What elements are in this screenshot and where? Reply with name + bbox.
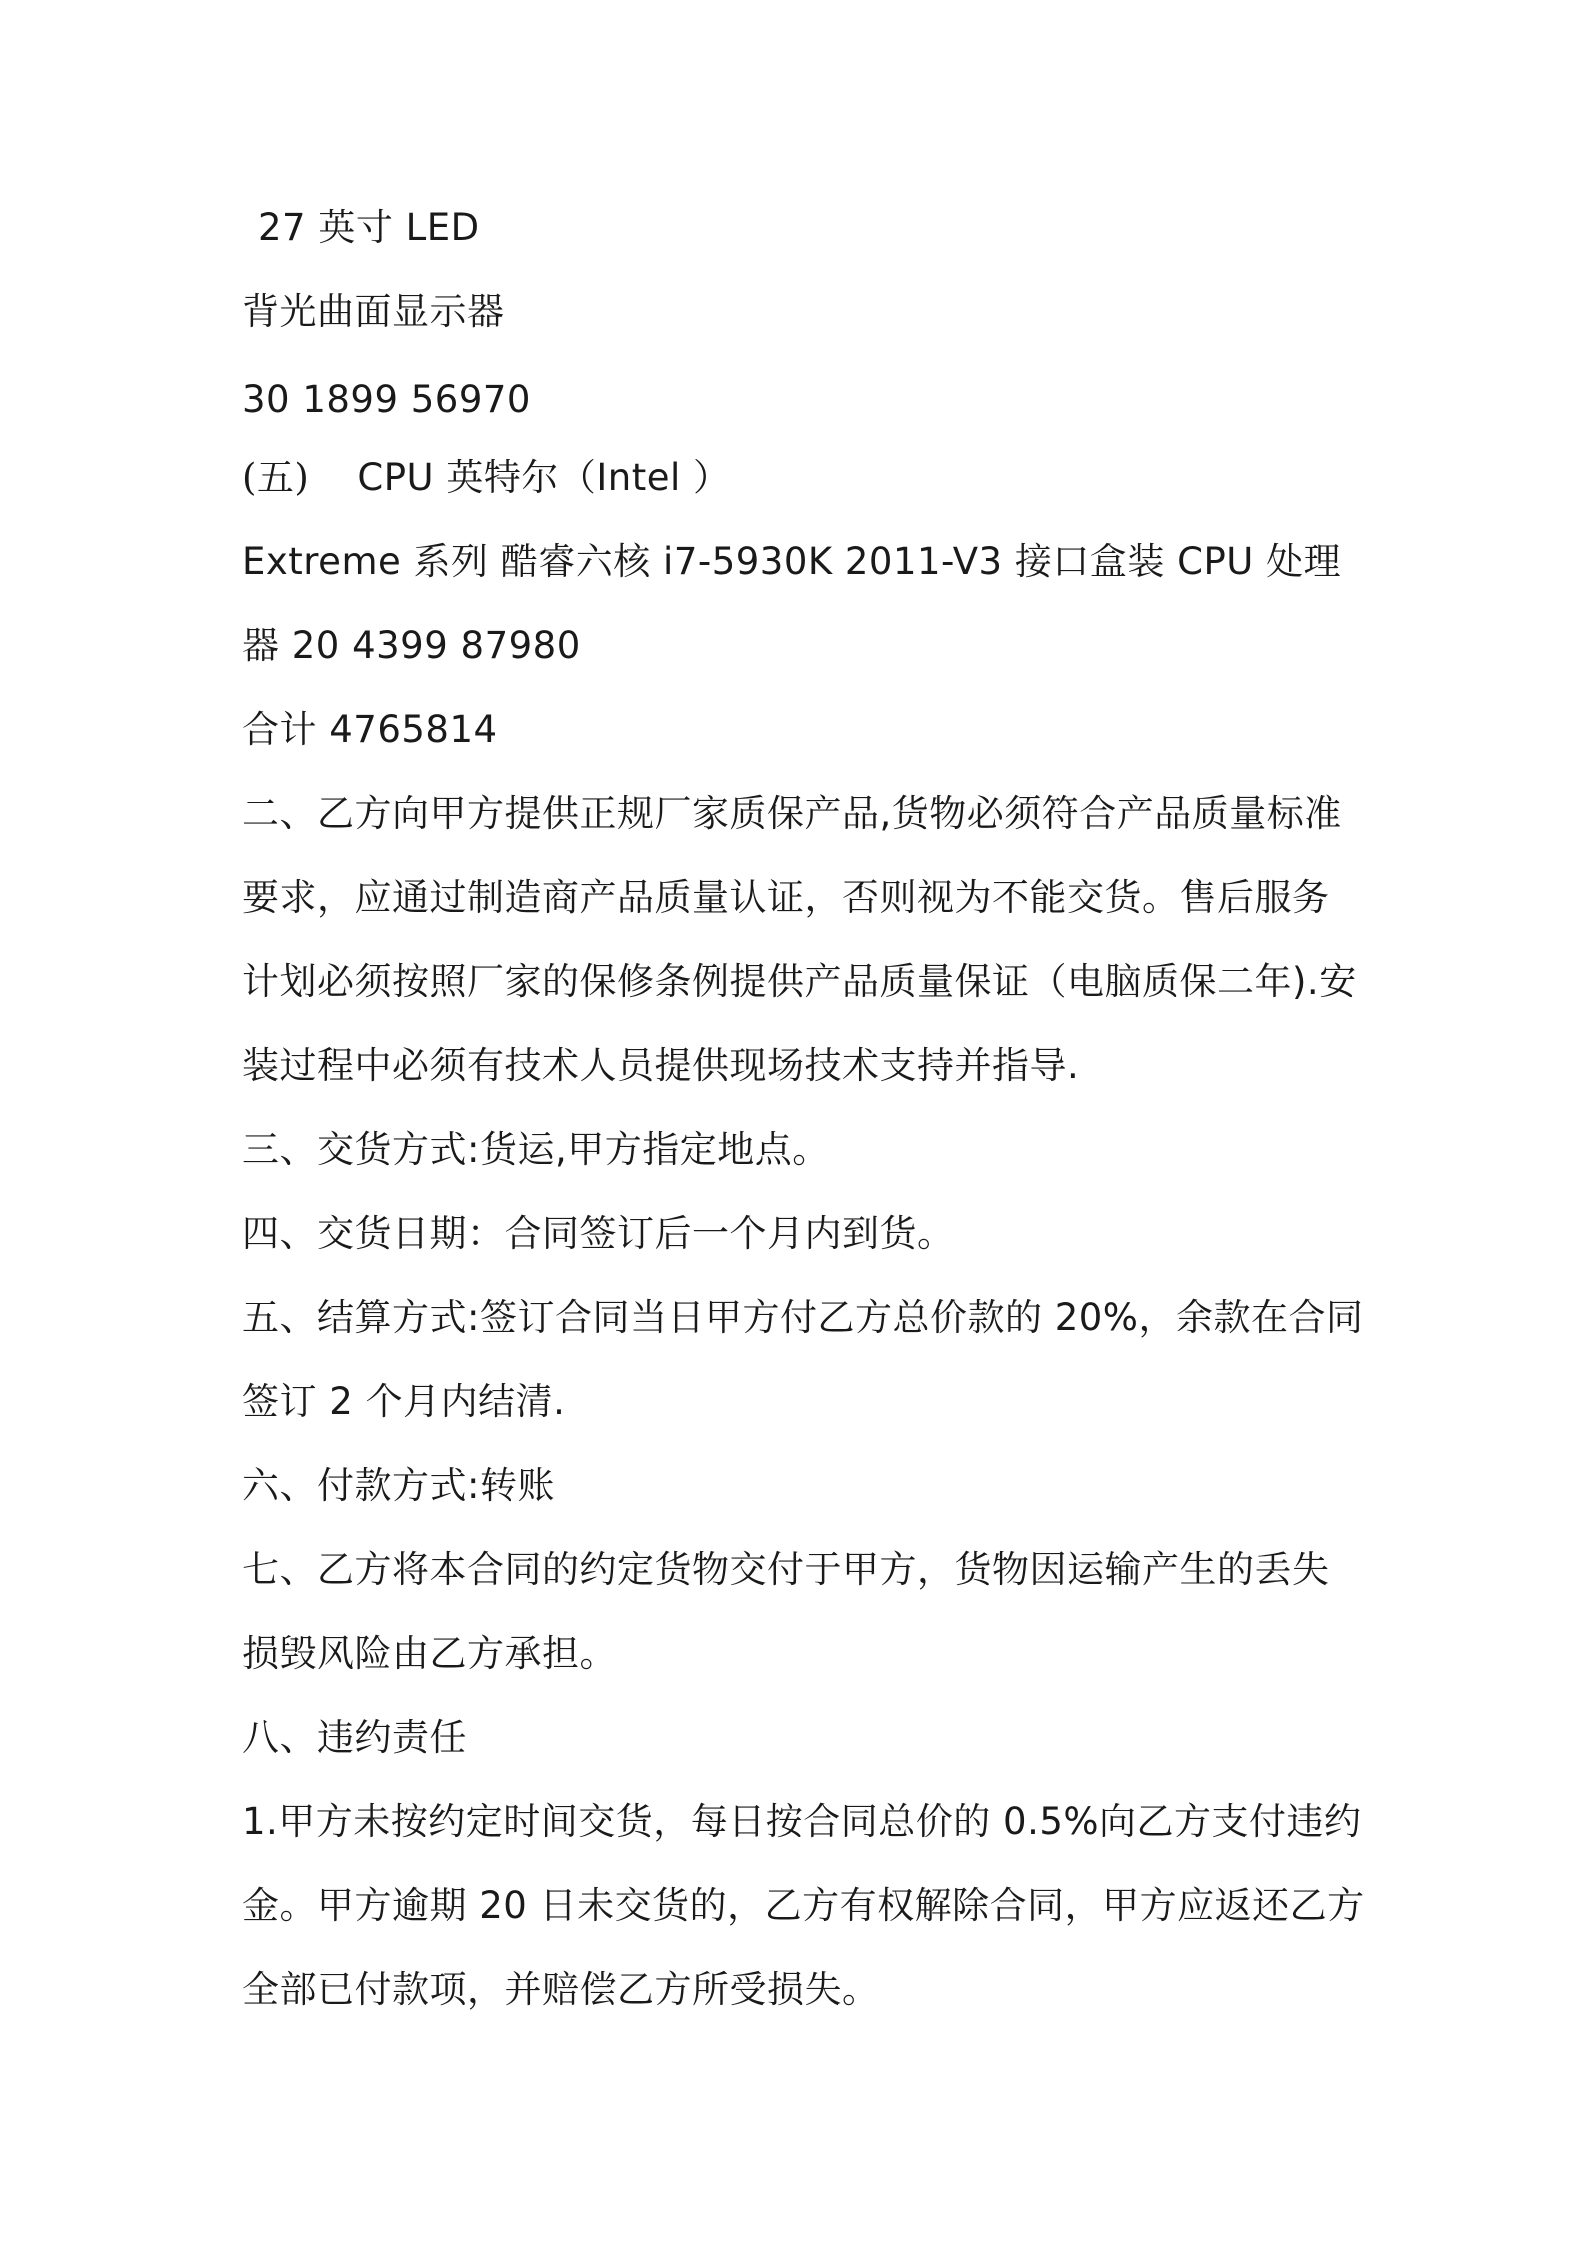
- total-line: 合计 4765814: [242, 708, 498, 751]
- clause-8-1-line2: 金。甲方逾期 20 日未交货的，乙方有权解除合同，甲方应返还乙方: [242, 1884, 1365, 1927]
- item-display-figures: 30 1899 56970: [242, 378, 531, 421]
- clause-2-line1: 二、乙方向甲方提供正规厂家质保产品,货物必须符合产品质量标准: [242, 792, 1342, 835]
- clause-2-line3: 计划必须按照厂家的保修条例提供产品质量保证（电脑质保二年).安: [242, 960, 1357, 1003]
- item-cpu-name-line2: Extreme 系列 酷睿六核 i7-5930K 2011-V3 接口盒装 CPU 处理: [242, 540, 1342, 583]
- item-cpu-name-line3: 器 20 4399 87980: [242, 624, 581, 667]
- clause-2-line2: 要求，应通过制造商产品质量认证，否则视为不能交货。售后服务: [242, 876, 1330, 919]
- clause-6: 六、付款方式:转账: [242, 1464, 555, 1507]
- clause-3: 三、交货方式:货运,甲方指定地点。: [242, 1128, 830, 1171]
- clause-7-line1: 七、乙方将本合同的约定货物交付于甲方，货物因运输产生的丢失: [242, 1548, 1330, 1591]
- item-display-name-line2: 背光曲面显示器: [242, 290, 505, 333]
- clause-5-line1: 五、结算方式:签订合同当日甲方付乙方总价款的 20%，余款在合同: [242, 1296, 1364, 1339]
- item-cpu-heading: [242, 456, 731, 500]
- item-cpu-index: (五): [242, 456, 310, 499]
- clause-8-1-line1: 1.甲方未按约定时间交货，每日按合同总价的 0.5%向乙方支付违约: [242, 1800, 1362, 1843]
- clause-7-line2: 损毁风险由乙方承担。: [242, 1632, 617, 1675]
- item-display-name-line1: 27 英寸 LED: [258, 206, 480, 249]
- clause-8-1-line3: 全部已付款项，并赔偿乙方所受损失。: [242, 1968, 880, 2011]
- item-cpu-name-line1: CPU 英特尔（Intel ）: [357, 456, 731, 499]
- clause-8-heading: 八、违约责任: [242, 1716, 467, 1759]
- clause-2-line4: 装过程中必须有技术人员提供现场技术支持并指导.: [242, 1044, 1080, 1087]
- clause-5-line2: 签订 2 个月内结清.: [242, 1380, 566, 1423]
- clause-4: 四、交货日期：合同签订后一个月内到货。: [242, 1212, 955, 1255]
